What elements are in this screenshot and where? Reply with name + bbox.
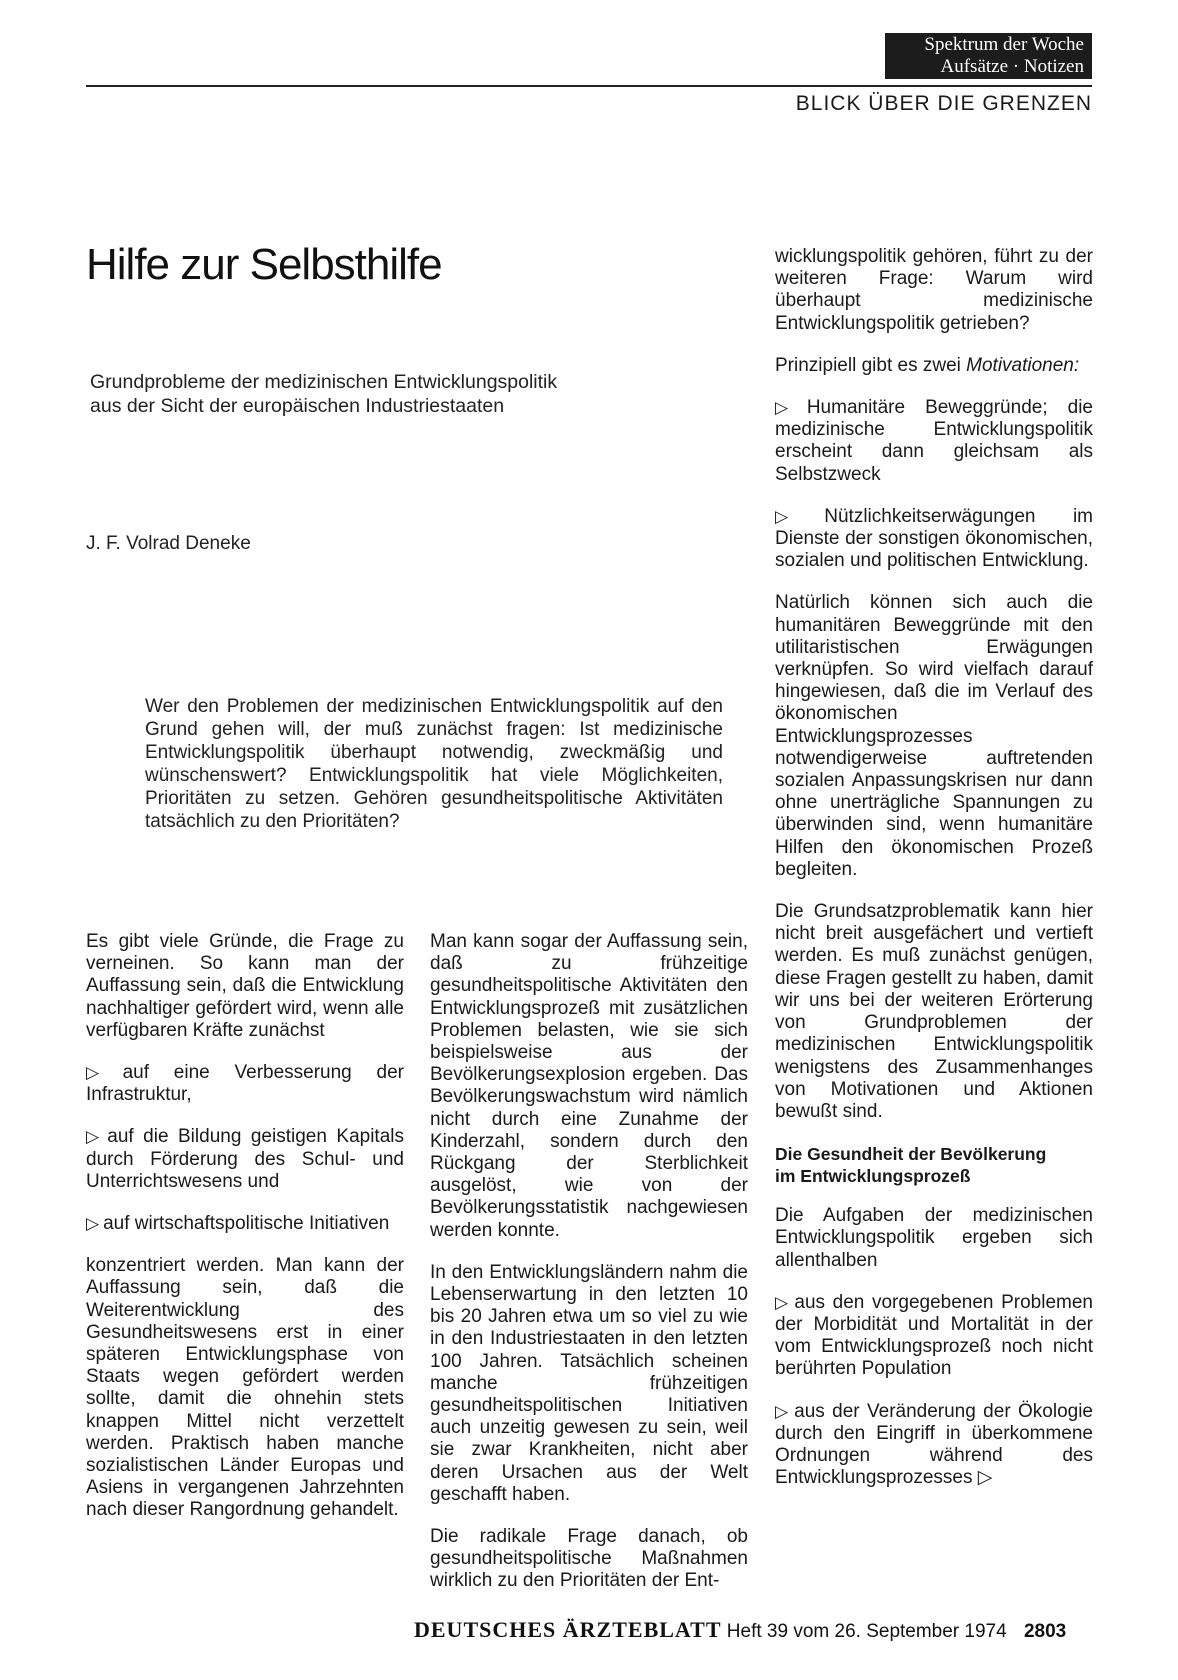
badge-line-1: Spektrum der Woche: [924, 34, 1084, 55]
badge-line-2: Aufsätze · Notizen: [940, 56, 1084, 77]
bullet-item: ▷ Nützlichkeitserwägungen im Dienste der sonstigen ökonomischen, sozialen und politischen Entwicklung.: [775, 506, 1093, 573]
subtitle-line-1: Grundprobleme der medizinischen Entwicklungspolitik: [90, 371, 558, 393]
paragraph: Natürlich können sich auch die humanitären Beweggründe mit den utilitaristischen Erwägungen verknüpfen. So wird vielfach darauf hingewiesen, daß die im Verlauf des ökonomischen Entwicklungsprozesses notwendigerweise auftretenden sozialen Anpassungskrisen nur dann ohne unerträgliche Spannungen zu überwinden sind, wenn humanitäre Hilfen den ökonomischen Prozeß begleiten.: [775, 592, 1093, 880]
text-column-2: [430, 931, 748, 1613]
paragraph: Die Aufgaben der medizinischen Entwicklungspolitik ergeben sich allenthalben: [775, 1205, 1093, 1271]
paragraph: Prinzipiell gibt es zwei Motivationen:: [775, 354, 1080, 376]
bullet-item: ▷ aus der Veränderung der Ökologie durch den Eingriff in überkommene Ordnungen während des Entwicklungsprozesses ▷: [775, 1401, 1093, 1490]
paragraph: wicklungspolitik gehören, führt zu der weiteren Frage: Warum wird überhaupt medizinische Entwicklungspolitik getrieben?: [775, 246, 1093, 334]
paragraph: konzentriert werden. Man kann der Auffassung sein, daß die Weiterentwicklung des Gesundheitswesens erst in einer späteren Entwicklungsphase von Staats wegen gefördert werden sollte, damit die ohnehin stets knappen Mittel nicht verzettelt werden. Praktisch haben manche sozialistischen Länder Europas und Asiens in vergangenen Jahrzehnten nach dieser Rangordnung gehandelt.: [86, 1255, 404, 1521]
paragraph: Man kann sogar der Auffassung sein, daß zu frühzeitige gesundheitspolitische Aktivitäten den Entwicklungsprozeß mit zusätzlichen Problemen belasten, wie sie sich beispielsweise aus der Bevölkerungsexplosion ergeben. Das Bevölkerungswachstum wird nämlich nicht durch eine Zunahme der Kinderzahl, sondern durch den Rückgang der Sterblichkeit ausgelöst, wie von der Bevölkerungsstatistik nachgewiesen werden konnte.: [430, 931, 748, 1241]
article-author: J. F. Volrad Deneke: [86, 533, 251, 554]
section-heading: Die Gesundheit der Bevölkerung im Entwicklungsprozeß: [775, 1144, 1047, 1187]
masthead: DEUTSCHES ÄRZTEBLATT: [414, 1617, 722, 1642]
issue-info: Heft 39 vom 26. September 1974: [726, 1621, 1007, 1642]
page-footer: [414, 1617, 1066, 1643]
section-label: BLICK ÜBER DIE GRENZEN: [795, 92, 1092, 115]
text-column-3: [775, 246, 1093, 1509]
article-title: Hilfe zur Selbsthilfe: [86, 240, 442, 289]
bullet-item: ▷ auf die Bildung geistigen Kapitals durch Förderung des Schul- und Unterrichtswesens und: [86, 1126, 404, 1193]
bullet-item: ▷ auf eine Verbesserung der Infrastruktur,: [86, 1062, 404, 1106]
paragraph: Die Grundsatzproblematik kann hier nicht breit ausgefächert und vertieft werden. Es muß zunächst genügen, diese Fragen gestellt zu haben, damit wir uns bei der weiteren Erörterung von Grundproblemen der medizinischen Entwicklungspolitik wenigstens des Zusammenhanges von Motivationen und Aktionen bewußt sind.: [775, 901, 1093, 1122]
paragraph: Es gibt viele Gründe, die Frage zu verneinen. So kann man der Auffassung sein, daß die Entwicklung nachhaltiger gefördert wird, wenn alle verfügbaren Kräfte zunächst: [86, 931, 404, 1041]
bullet-item: ▷ aus den vorgegebenen Problemen der Morbidität und Mortalität in der vom Entwicklungsprozeß noch nicht berührten Population: [775, 1292, 1093, 1381]
subtitle-line-2: aus der Sicht der europäischen Industriestaaten: [90, 395, 505, 417]
page-number: 2803: [1023, 1621, 1067, 1642]
bullet-item: ▷ Humanitäre Beweggründe; die medizinische Entwicklungspolitik erscheint dann gleichsam als Selbstzweck: [775, 397, 1093, 486]
emphasis: Motivationen:: [966, 354, 1080, 376]
article-lead: Wer den Problemen der medizinischen Entwicklungspolitik auf den Grund gehen will, der muß zunächst fragen: Ist medizinische Entwicklungspolitik überhaupt notwendig, zweckmäßig und wünschenswert? Entwicklungspolitik hat viele Möglichkeiten, Prioritäten zu setzen. Gehören gesundheitspolitische Aktivitäten tatsächlich zu den Prioritäten?: [145, 696, 723, 832]
article-subtitle: [90, 370, 610, 418]
continuation-arrow-icon: ▷: [977, 1467, 993, 1489]
header-rule: [86, 85, 1092, 87]
paragraph: In den Entwicklungsländern nahm die Lebenserwartung in den letzten 10 bis 20 Jahren etwa um so viel zu wie in den Industriestaaten in den letzten 100 Jahren. Tatsächlich scheinen manche frühzeitigen gesundheitspolitischen Initiativen auch unzeitig gewesen zu sein, weil sie zwar Krankheiten, nicht aber deren Ursachen aus der Welt geschafft haben.: [430, 1261, 748, 1505]
text-column-1: [86, 931, 404, 1542]
bullet-item: ▷ auf wirtschaftspolitische Initiativen: [86, 1213, 404, 1235]
paragraph: Die radikale Frage danach, ob gesundheitspolitische Maßnahmen wirklich zu den Prioritäten der Ent-: [430, 1526, 748, 1592]
section-badge: [885, 33, 1092, 79]
